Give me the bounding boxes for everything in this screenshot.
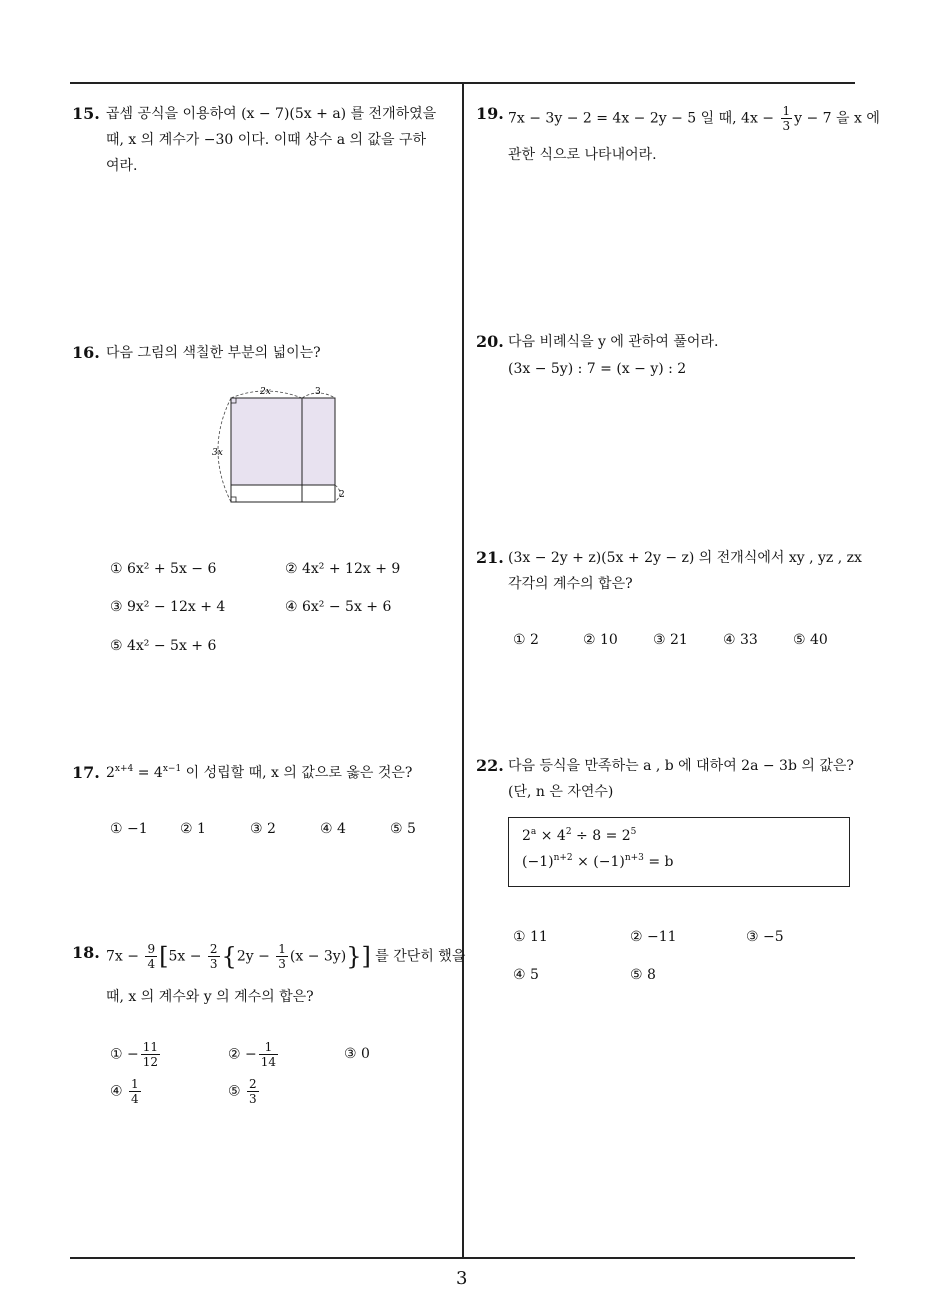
q18-opt2-num: 1	[259, 1040, 278, 1055]
q18-option-5-mark: ⑤	[228, 1083, 241, 1100]
q22-box-line-2	[522, 852, 674, 872]
q19-frac-den: 3	[782, 119, 791, 133]
q22-l1-a-exp: a	[530, 827, 537, 837]
q19-lead: 7x − 3y − 2 = 4x − 2y − 5 일 때, 4x −	[508, 110, 779, 127]
question-22-line-2: (단, n 은 자연수)	[508, 784, 614, 800]
q16-option-2[interactable]: ② 4x² + 12x + 9	[285, 561, 401, 577]
question-17-text	[106, 760, 412, 786]
q22-l1-b: × 4	[536, 828, 566, 844]
question-20-line-2: (3x − 5y) : 7 = (x − y) : 2	[508, 361, 687, 377]
q18-option-3[interactable]: ③ 0	[344, 1046, 370, 1062]
label-2x: 2x	[260, 387, 271, 397]
bottom-rule	[70, 1257, 855, 1259]
question-16-number: 16.	[72, 343, 100, 362]
question-21-text: (3x − 2y + z)(5x + 2y − z) 의 전개식에서 xy , yz , zx	[508, 550, 862, 566]
q18-opt5-den: 3	[249, 1092, 257, 1106]
q18-bracket-close: ]	[361, 942, 371, 971]
q17-option-4[interactable]: ④ 4	[320, 821, 346, 837]
q17-eq: =	[133, 765, 154, 781]
q18-expr-part-b: 5x −	[168, 948, 206, 965]
q18-tail: 를 간단히 했을	[375, 948, 466, 965]
q22-l2-b: × (−1)	[572, 854, 625, 870]
label-2-right: 2	[339, 490, 345, 500]
question-20-number: 20.	[476, 332, 504, 351]
q22-l1-c: ÷ 8 = 2	[571, 828, 631, 844]
q18-option-4[interactable]	[110, 1077, 143, 1106]
q17-base1: 2	[106, 765, 115, 781]
q16-option-3[interactable]: ③ 9x² − 12x + 4	[110, 599, 226, 615]
q18-option-1[interactable]: ① − $\frac{11}{12}$	[110, 1040, 159, 1069]
center-divider	[462, 82, 464, 1258]
question-16-text: 다음 그림의 색칠한 부분의 넓이는?	[106, 345, 321, 361]
question-22-text: 다음 등식을 만족하는 a , b 에 대하여 2a − 3b 의 값은?	[508, 758, 854, 774]
q18-bracket-open: [	[159, 942, 169, 971]
page-number: 3	[456, 1268, 468, 1289]
q18-frac-1-3	[276, 942, 288, 971]
q17-base2: 4	[153, 765, 163, 781]
q18-frac1-den: 4	[147, 957, 156, 971]
q18-expr-part-d: (x − 3y)	[289, 948, 347, 965]
q18-option-1-mark: ①	[110, 1046, 123, 1063]
question-15-number: 15.	[72, 104, 100, 123]
q21-option-4[interactable]: ④ 33	[723, 632, 758, 648]
question-19-line-1	[508, 104, 880, 133]
q18-option-2[interactable]: ② − $\frac{1}{14}$	[228, 1040, 277, 1069]
question-21-line-2: 각각의 계수의 합은?	[508, 576, 633, 592]
q18-frac-9-4	[145, 942, 157, 971]
q18-option-2-frac	[259, 1040, 278, 1069]
q17-exp2: x−1	[162, 764, 182, 774]
question-18-line-2: 때, x 의 계수와 y 의 계수의 합은?	[106, 989, 314, 1005]
q21-option-2[interactable]: ② 10	[583, 632, 618, 648]
q22-l1-b-exp: 2	[565, 827, 572, 837]
q22-box-line-1	[522, 826, 636, 846]
q16-option-1[interactable]: ① 6x² + 5x − 6	[110, 561, 217, 577]
q17-option-3[interactable]: ③ 2	[250, 821, 276, 837]
q21-option-5[interactable]: ⑤ 40	[793, 632, 828, 648]
q17-option-5[interactable]: ⑤ 5	[390, 821, 416, 837]
q18-option-4-mark: ④	[110, 1083, 123, 1100]
q22-option-1[interactable]: ① 11	[513, 929, 548, 945]
q22-option-3[interactable]: ③ −5	[746, 929, 784, 945]
q19-frac-1-3	[781, 104, 793, 133]
q19-tail: y − 7 을 x 에	[794, 110, 880, 127]
q18-opt5-num: 2	[249, 1077, 257, 1091]
q18-opt2-den: 14	[260, 1055, 277, 1069]
q22-option-5[interactable]: ⑤ 8	[630, 967, 656, 983]
q22-l2-b-exp: n+3	[624, 853, 644, 863]
q22-l2-a-exp: n+2	[553, 853, 573, 863]
question-15-line-2: 때, x 의 계수가 −30 이다. 이때 상수 a 의 값을 구하	[106, 132, 427, 148]
q22-option-2[interactable]: ② −11	[630, 929, 677, 945]
q18-expr-part-c: 2y −	[236, 948, 275, 965]
q18-option-1-frac	[141, 1040, 160, 1069]
q18-option-5[interactable]	[228, 1077, 261, 1106]
question-22-number: 22.	[476, 756, 504, 775]
question-18-number: 18.	[72, 943, 100, 962]
q18-option-4-frac	[129, 1077, 141, 1106]
q22-l2-c: = b	[643, 854, 674, 870]
q16-option-4[interactable]: ④ 6x² − 5x + 6	[285, 599, 392, 615]
question-21-number: 21.	[476, 548, 504, 567]
shaded-rectangle-figure	[205, 380, 355, 510]
q18-expr-part-a: 7x −	[106, 948, 144, 965]
q17-option-2[interactable]: ② 1	[180, 821, 206, 837]
q18-frac2-num: 2	[209, 942, 218, 956]
q21-option-3[interactable]: ③ 21	[653, 632, 688, 648]
q18-opt4-num: 1	[131, 1077, 139, 1091]
q18-brace-open: {	[221, 942, 237, 971]
q17-option-1[interactable]: ① −1	[110, 821, 148, 837]
q16-option-5[interactable]: ⑤ 4x² − 5x + 6	[110, 638, 217, 654]
question-17-number: 17.	[72, 763, 100, 782]
q18-option-5-frac	[247, 1077, 259, 1106]
label-3-top: 3	[315, 387, 321, 397]
q22-option-4[interactable]: ④ 5	[513, 967, 539, 983]
question-19-number: 19.	[476, 104, 504, 123]
q18-option-2-mark: ②	[228, 1046, 241, 1063]
q22-l1-c-exp: 5	[630, 827, 637, 837]
q17-exp1: x+4	[114, 764, 134, 774]
q21-option-1[interactable]: ① 2	[513, 632, 539, 648]
q18-frac1-num: 9	[147, 942, 156, 956]
q18-frac-2-3	[208, 942, 220, 971]
question-18-expression	[106, 942, 465, 971]
label-3x: 3x	[212, 448, 223, 458]
q22-l2-a: (−1)	[522, 854, 554, 870]
q18-brace-close: }	[346, 942, 362, 971]
q18-frac2-den: 3	[209, 957, 218, 971]
question-15-line-3: 여라.	[106, 158, 138, 174]
shaded-region	[231, 398, 335, 485]
q18-opt4-den: 4	[131, 1092, 139, 1106]
question-19-line-2: 관한 식으로 나타내어라.	[508, 147, 657, 163]
q18-opt1-den: 12	[142, 1055, 159, 1069]
unshaded-strip	[231, 485, 335, 502]
q17-tail: 이 성립할 때, x 의 값으로 옳은 것은?	[181, 765, 413, 781]
q18-frac3-den: 3	[278, 957, 286, 971]
q22-l1-a: 2	[522, 828, 531, 844]
q18-opt1-num: 11	[142, 1040, 159, 1054]
question-20-text: 다음 비례식을 y 에 관하여 풀어라.	[508, 334, 719, 350]
q19-frac-num: 1	[782, 104, 791, 118]
q18-frac3-num: 1	[278, 942, 286, 956]
question-15-line-1: 곱셈 공식을 이용하여 (x − 7)(5x + a) 를 전개하였을	[106, 106, 437, 122]
